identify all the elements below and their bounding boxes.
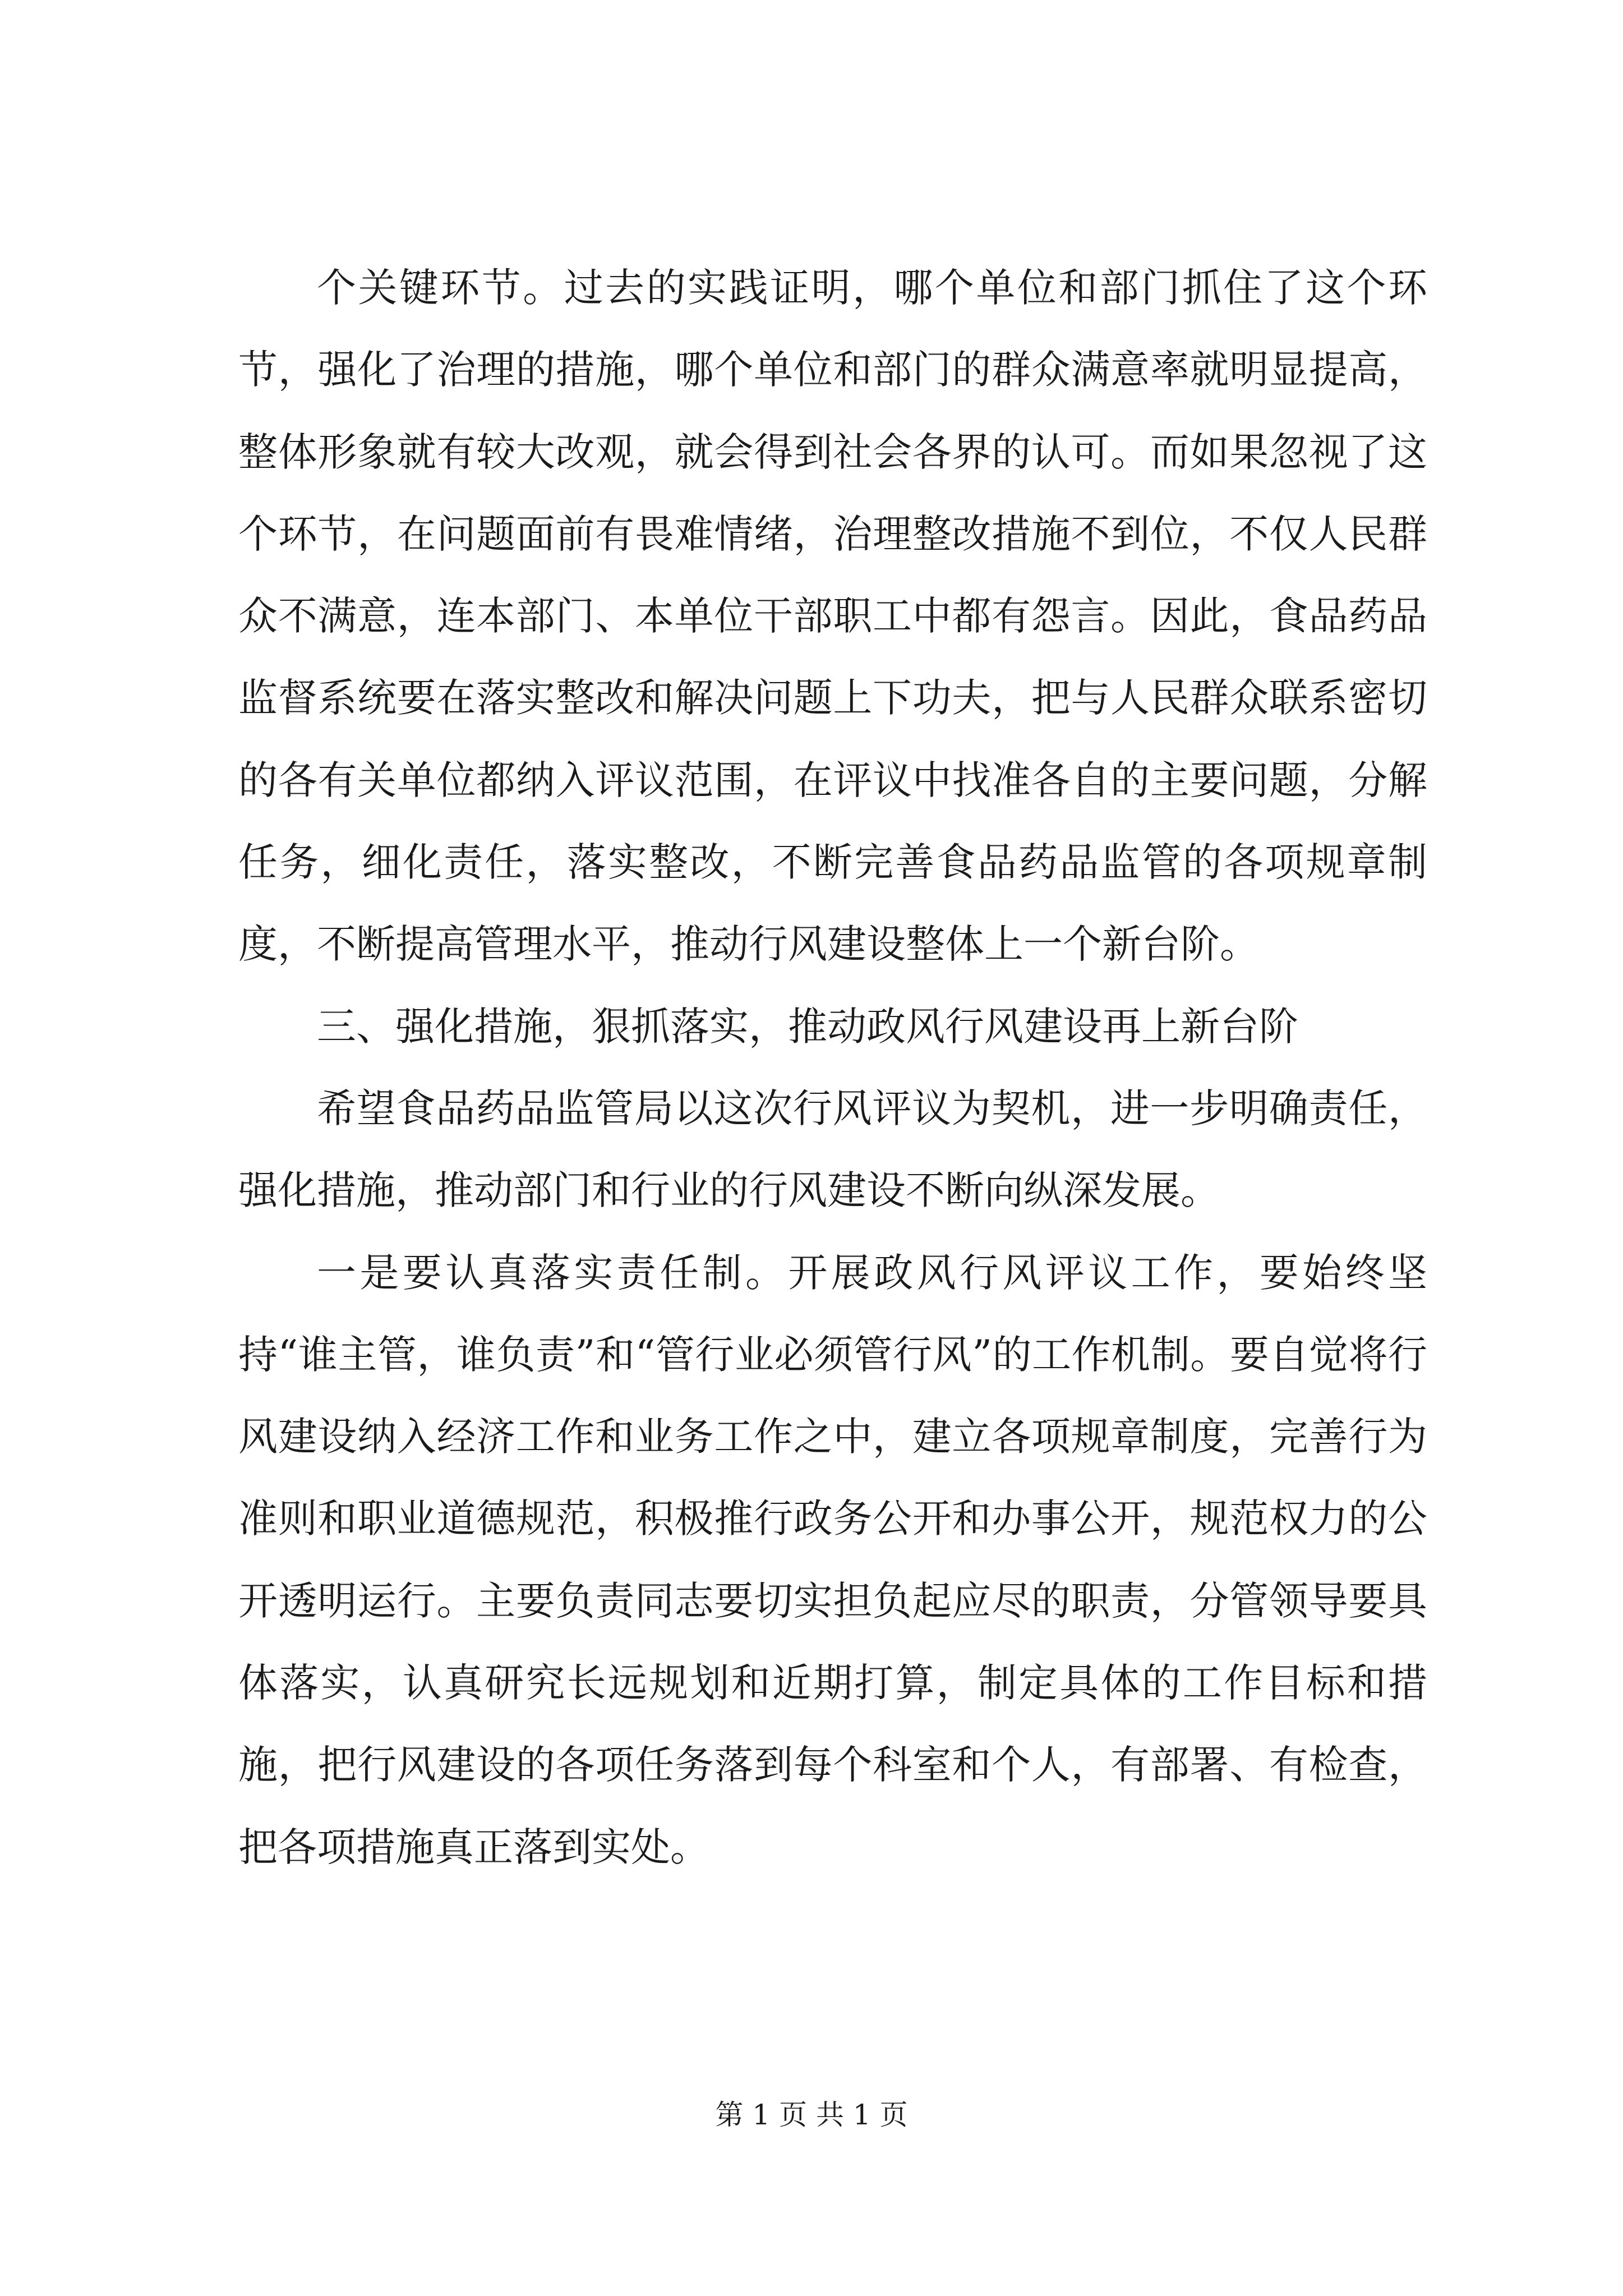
paragraph-responsibility: 一是要认真落实责任制。开展政风行风评议工作，要始终坚持“谁主管，谁负责”和“管行业必须管行风”的工作机制。要自觉将行风建设纳入经济工作和业务工作之中，建立各项规章制度，完善行为准则和职业道德规范，积极推行政务公开和办事公开，规范权力的公开透明运行。主要负责同志要切实担负起应尽的职责，分管领导要具体落实，认真研究长远规划和近期打算，制定具体的工作目标和措施，把行风建设的各项任务落到每个科室和个人，有部署、有检查，把各项措施真正落到实处。 (238, 1249, 1427, 1870)
paragraph-continuation: 个关键环节。过去的实践证明，哪个单位和部门抓住了这个环节，强化了治理的措施，哪个单位和部门的群众满意率就明显提高，整体形象就有较大改观，就会得到社会各界的认可。而如果忽视了这个环节，在问题面前有畏难情绪，治理整改措施不到位，不仅人民群众不满意，连本部门、本单位干部职工中都有怨言。因此，食品药品监督系统要在落实整改和解决问题上下功夫，把与人民群众联系密切的各有关单位都纳入评议范围，在评议中找准各自的主要问题，分解任务，细化责任，落实整改，不断完善食品药品监管的各项规章制度，不断提高管理水平，推动行风建设整体上一个新台阶。 (238, 265, 1427, 968)
document-body (238, 247, 1427, 1888)
page-footer: 第 1 页 共 1 页 (715, 2099, 908, 2131)
section-heading: 三、强化措施，狠抓落实，推动政风行风建设再上新台阶 (317, 1003, 1298, 1050)
paragraph-intro: 希望食品药品监管局以这次行风评议为契机，进一步明确责任，强化措施，推动部门和行业的行风建设不断向纵深发展。 (238, 1085, 1427, 1214)
